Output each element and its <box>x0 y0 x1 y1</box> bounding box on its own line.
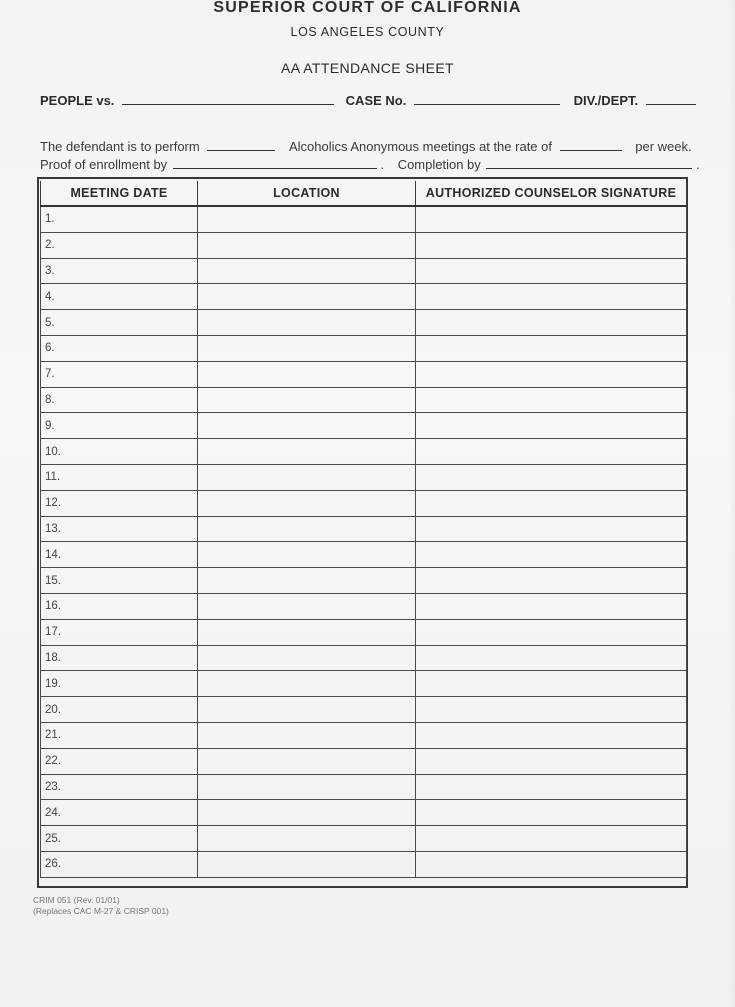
location-cell[interactable] <box>198 542 416 568</box>
meeting-date-cell[interactable] <box>41 826 198 852</box>
completion-label: Completion by <box>397 157 481 172</box>
table-row <box>41 258 687 284</box>
location-cell[interactable] <box>198 722 416 748</box>
meeting-date-cell[interactable] <box>41 568 198 594</box>
signature-cell[interactable] <box>416 490 687 516</box>
meeting-date-cell[interactable] <box>41 774 198 800</box>
table-row <box>41 439 687 465</box>
location-cell[interactable] <box>198 335 416 361</box>
table-row <box>41 542 687 568</box>
people-field[interactable] <box>122 92 334 105</box>
table-row <box>41 568 687 594</box>
meeting-date-cell[interactable] <box>41 387 198 413</box>
table-row <box>41 593 687 619</box>
meeting-date-cell[interactable] <box>41 439 198 465</box>
signature-cell[interactable] <box>416 542 687 568</box>
meeting-date-cell[interactable] <box>41 851 198 877</box>
signature-cell[interactable] <box>416 722 687 748</box>
instruction-line-2 <box>40 156 700 172</box>
meeting-date-cell[interactable] <box>41 206 198 232</box>
row-number: 20. <box>45 703 61 716</box>
table-row <box>41 748 687 774</box>
signature-cell[interactable] <box>416 284 687 310</box>
row-number: 2. <box>45 239 55 252</box>
location-cell[interactable] <box>198 826 416 852</box>
div-dept-field[interactable] <box>646 92 696 105</box>
table-row <box>41 671 687 697</box>
meeting-date-cell[interactable] <box>41 490 198 516</box>
table-row <box>41 413 687 439</box>
table-row <box>41 826 687 852</box>
signature-cell[interactable] <box>416 387 687 413</box>
signature-cell[interactable] <box>416 413 687 439</box>
signature-cell[interactable] <box>416 851 687 877</box>
signature-cell[interactable] <box>416 232 687 258</box>
location-cell[interactable] <box>198 671 416 697</box>
row-number: 15. <box>45 574 61 587</box>
row-number: 16. <box>45 600 61 613</box>
case-info-line <box>40 92 696 108</box>
sheet-title: AA ATTENDANCE SHEET <box>280 60 455 76</box>
signature-cell[interactable] <box>416 800 687 826</box>
row-number: 21. <box>45 729 61 742</box>
location-cell[interactable] <box>198 516 416 542</box>
location-cell[interactable] <box>198 490 416 516</box>
signature-cell[interactable] <box>416 568 687 594</box>
table-row <box>41 310 687 336</box>
signature-header: AUTHORIZED COUNSELOR SIGNATURE <box>416 181 687 206</box>
page-edge-shadow <box>729 0 735 1007</box>
signature-cell[interactable] <box>416 826 687 852</box>
row-number: 8. <box>45 393 55 406</box>
location-cell[interactable] <box>198 619 416 645</box>
enrollment-date-field[interactable] <box>173 156 377 169</box>
signature-cell[interactable] <box>416 645 687 671</box>
signature-cell[interactable] <box>416 206 687 232</box>
case-number-label: CASE No. <box>345 93 407 108</box>
location-cell[interactable] <box>198 387 416 413</box>
meeting-date-cell[interactable] <box>41 697 198 723</box>
row-number: 14. <box>45 548 61 561</box>
table-row <box>41 490 687 516</box>
row-number: 3. <box>45 264 55 277</box>
meeting-count-field[interactable] <box>207 138 275 151</box>
per-week-label: per week. <box>635 139 692 154</box>
row-number: 5. <box>45 316 55 329</box>
signature-cell[interactable] <box>416 671 687 697</box>
table-row <box>41 361 687 387</box>
signature-cell[interactable] <box>416 361 687 387</box>
meeting-date-cell[interactable] <box>41 464 198 490</box>
signature-cell[interactable] <box>416 697 687 723</box>
location-header: LOCATION <box>198 181 416 206</box>
replaces-note: (Replaces CAC M-27 & CRISP 001) <box>33 906 169 916</box>
signature-cell[interactable] <box>416 748 687 774</box>
signature-cell[interactable] <box>416 439 687 465</box>
location-cell[interactable] <box>198 464 416 490</box>
row-number: 4. <box>45 290 55 303</box>
signature-cell[interactable] <box>416 335 687 361</box>
table-row <box>41 284 687 310</box>
location-cell[interactable] <box>198 748 416 774</box>
table-row <box>41 206 687 232</box>
completion-date-field[interactable] <box>486 156 692 169</box>
location-cell[interactable] <box>198 697 416 723</box>
location-cell[interactable] <box>198 774 416 800</box>
row-number: 18. <box>45 651 61 664</box>
signature-cell[interactable] <box>416 258 687 284</box>
location-cell[interactable] <box>198 206 416 232</box>
instruction-line-1 <box>40 138 692 154</box>
table-row <box>41 232 687 258</box>
table-header-row <box>41 181 687 206</box>
meeting-date-cell[interactable] <box>41 722 198 748</box>
meeting-date-cell[interactable] <box>41 619 198 645</box>
meeting-date-cell[interactable] <box>41 800 198 826</box>
table-row <box>41 722 687 748</box>
meeting-date-cell[interactable] <box>41 361 198 387</box>
aa-rate-label: Alcoholics Anonymous meetings at the rate of <box>288 139 552 154</box>
enrollment-period: . <box>380 157 385 172</box>
table-row <box>41 851 687 877</box>
meeting-date-cell[interactable] <box>41 542 198 568</box>
row-number: 6. <box>45 342 55 355</box>
county-name: LOS ANGELES COUNTY <box>290 25 445 39</box>
meeting-date-cell[interactable] <box>41 748 198 774</box>
perform-label: The defendant is to perform <box>40 139 200 154</box>
table-row <box>41 697 687 723</box>
table-row <box>41 800 687 826</box>
attendance-table <box>40 181 687 878</box>
row-number: 7. <box>45 368 55 381</box>
table-row <box>41 619 687 645</box>
meeting-date-cell[interactable] <box>41 516 198 542</box>
location-cell[interactable] <box>198 258 416 284</box>
meeting-date-header: MEETING DATE <box>41 181 198 206</box>
meeting-date-cell[interactable] <box>41 645 198 671</box>
meeting-date-cell[interactable] <box>41 258 198 284</box>
table-row <box>41 516 687 542</box>
row-number: 1. <box>45 213 55 226</box>
enrollment-label: Proof of enrollment by <box>40 157 168 172</box>
row-number: 23. <box>45 780 61 793</box>
row-number: 22. <box>45 755 61 768</box>
meeting-date-cell[interactable] <box>41 671 198 697</box>
signature-cell[interactable] <box>416 619 687 645</box>
meeting-date-cell[interactable] <box>41 413 198 439</box>
completion-period: . <box>696 157 700 172</box>
location-cell[interactable] <box>198 413 416 439</box>
form-id: CRIM 051 (Rev. 01/01) <box>33 895 120 905</box>
table-row <box>41 387 687 413</box>
people-label: PEOPLE vs. <box>40 93 115 108</box>
case-number-field[interactable] <box>414 92 560 105</box>
meeting-date-cell[interactable] <box>41 593 198 619</box>
location-cell[interactable] <box>198 361 416 387</box>
meeting-date-cell[interactable] <box>41 232 198 258</box>
table-row <box>41 464 687 490</box>
row-number: 19. <box>45 677 61 690</box>
row-number: 24. <box>45 806 61 819</box>
location-cell[interactable] <box>198 593 416 619</box>
table-row <box>41 645 687 671</box>
meeting-date-cell[interactable] <box>41 335 198 361</box>
location-cell[interactable] <box>198 645 416 671</box>
signature-cell[interactable] <box>416 464 687 490</box>
meeting-date-cell[interactable] <box>41 310 198 336</box>
rate-field[interactable] <box>560 138 622 151</box>
table-row <box>41 774 687 800</box>
location-cell[interactable] <box>198 851 416 877</box>
location-cell[interactable] <box>198 284 416 310</box>
row-number: 11. <box>45 471 61 484</box>
row-number: 17. <box>45 626 61 639</box>
form-footer <box>33 895 169 917</box>
row-number: 9. <box>45 419 55 432</box>
row-number: 12. <box>45 497 61 510</box>
row-number: 26. <box>45 858 61 871</box>
signature-cell[interactable] <box>416 516 687 542</box>
row-number: 10. <box>45 445 61 458</box>
location-cell[interactable] <box>198 800 416 826</box>
signature-cell[interactable] <box>416 310 687 336</box>
row-number: 13. <box>45 522 61 535</box>
location-cell[interactable] <box>198 568 416 594</box>
signature-cell[interactable] <box>416 593 687 619</box>
location-cell[interactable] <box>198 232 416 258</box>
location-cell[interactable] <box>198 439 416 465</box>
row-number: 25. <box>45 832 61 845</box>
table-row <box>41 335 687 361</box>
div-dept-label: DIV./DEPT. <box>573 93 639 108</box>
meeting-date-cell[interactable] <box>41 284 198 310</box>
signature-cell[interactable] <box>416 774 687 800</box>
court-title: SUPERIOR COURT OF CALIFORNIA <box>213 0 522 16</box>
location-cell[interactable] <box>198 310 416 336</box>
